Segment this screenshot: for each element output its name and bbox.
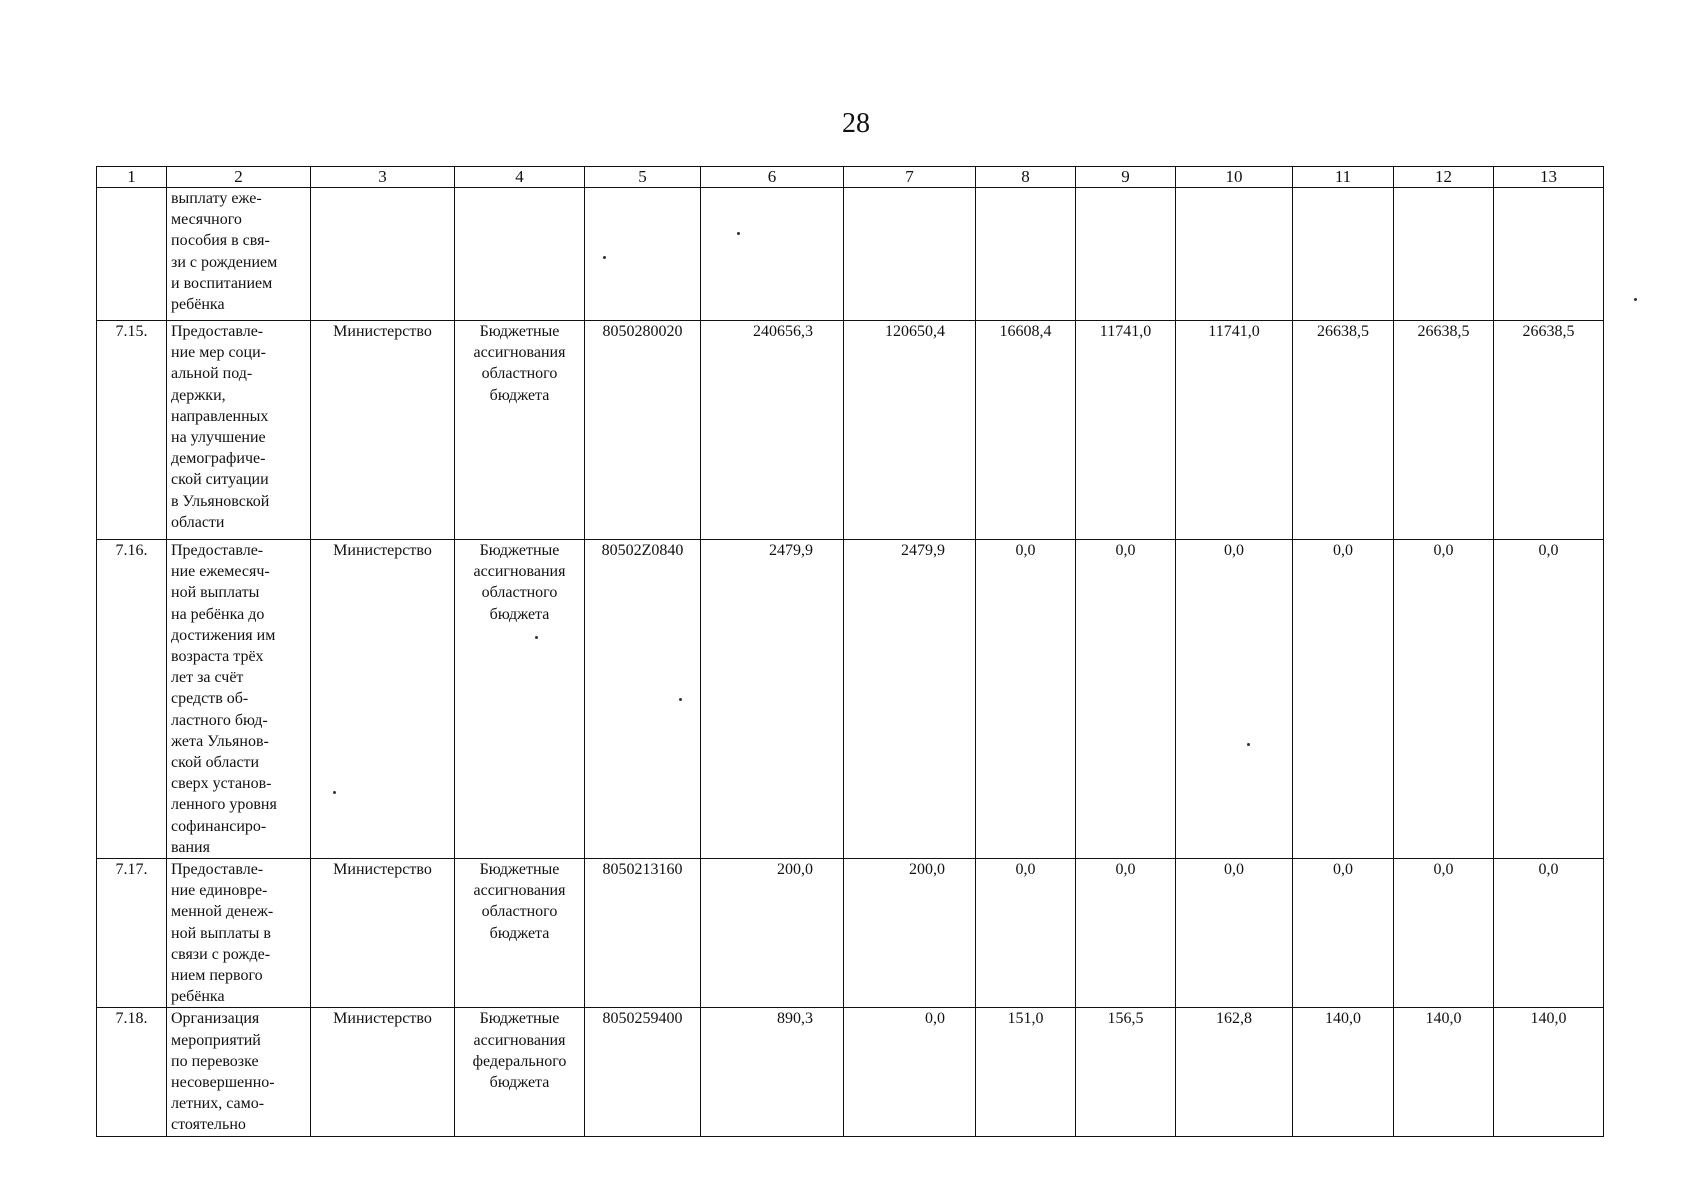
executor: Министерство	[311, 859, 455, 1008]
value-cell: 0,0	[1076, 540, 1176, 859]
row-number: 7.15.	[97, 321, 167, 540]
value-cell	[1176, 188, 1293, 321]
value-cell	[976, 188, 1076, 321]
value-cell: 151,0	[976, 1008, 1076, 1136]
scan-speck	[1634, 298, 1637, 301]
column-header: 2	[167, 167, 311, 188]
column-header: 1	[97, 167, 167, 188]
value-cell	[1494, 188, 1604, 321]
value-cell: 200,0	[701, 859, 844, 1008]
value-cell: 0,0	[1176, 859, 1293, 1008]
activity-name: Предоставле- ние единовре- менной денеж- ной выплаты в связи с рожде- нием первого ребёнка	[167, 859, 311, 1008]
page-number: 28	[842, 108, 870, 139]
value-cell: 140,0	[1394, 1008, 1494, 1136]
table-row	[97, 540, 1604, 859]
scan-speck	[737, 232, 740, 235]
budget-code: 8050213160	[585, 859, 701, 1008]
column-header: 11	[1293, 167, 1394, 188]
value-cell: 0,0	[1494, 540, 1604, 859]
value-cell: 0,0	[976, 859, 1076, 1008]
header-row	[97, 167, 1604, 188]
value-cell: 140,0	[1494, 1008, 1604, 1136]
column-header: 10	[1176, 167, 1293, 188]
value-cell	[844, 188, 976, 321]
column-header: 12	[1394, 167, 1494, 188]
scan-speck	[603, 256, 606, 259]
value-cell: 2479,9	[844, 540, 976, 859]
executor	[311, 188, 455, 321]
value-cell: 26638,5	[1494, 321, 1604, 540]
value-cell: 140,0	[1293, 1008, 1394, 1136]
scan-speck	[535, 636, 538, 639]
executor: Министерство	[311, 540, 455, 859]
table-row	[97, 188, 1604, 321]
value-cell: 120650,4	[844, 321, 976, 540]
budget-code	[585, 188, 701, 321]
executor: Министерство	[311, 321, 455, 540]
column-header: 4	[455, 167, 585, 188]
column-header: 3	[311, 167, 455, 188]
budget-code: 80502Z0840	[585, 540, 701, 859]
value-cell: 16608,4	[976, 321, 1076, 540]
column-header: 9	[1076, 167, 1176, 188]
funding-source: Бюджетные ассигнования областного бюджета	[455, 321, 585, 540]
column-header: 8	[976, 167, 1076, 188]
value-cell: 240656,3	[701, 321, 844, 540]
value-cell	[701, 188, 844, 321]
table-row	[97, 321, 1604, 540]
value-cell: 0,0	[1394, 859, 1494, 1008]
funding-source: Бюджетные ассигнования федерального бюджета	[455, 1008, 585, 1136]
activity-name: Предоставле- ние мер соци- альной под- держки, направленных на улучшение демографиче- ской ситуации в Ульяновской области	[167, 321, 311, 540]
value-cell	[1076, 188, 1176, 321]
value-cell: 890,3	[701, 1008, 844, 1136]
funding-source: Бюджетные ассигнования областного бюджета	[455, 859, 585, 1008]
table-row	[97, 1008, 1604, 1136]
value-cell: 26638,5	[1293, 321, 1394, 540]
value-cell: 200,0	[844, 859, 976, 1008]
value-cell: 26638,5	[1394, 321, 1494, 540]
column-header: 6	[701, 167, 844, 188]
value-cell: 0,0	[1076, 859, 1176, 1008]
value-cell: 11741,0	[1176, 321, 1293, 540]
row-number: 7.16.	[97, 540, 167, 859]
scan-speck	[333, 791, 336, 794]
value-cell: 0,0	[1494, 859, 1604, 1008]
value-cell: 0,0	[1293, 859, 1394, 1008]
column-header: 7	[844, 167, 976, 188]
value-cell: 156,5	[1076, 1008, 1176, 1136]
value-cell	[1293, 188, 1394, 321]
scan-speck	[679, 698, 682, 701]
budget-code: 8050280020	[585, 321, 701, 540]
value-cell: 0,0	[1176, 540, 1293, 859]
column-header: 5	[585, 167, 701, 188]
value-cell: 0,0	[1394, 540, 1494, 859]
value-cell	[1394, 188, 1494, 321]
funding-source	[455, 188, 585, 321]
activity-name: Организация мероприятий по перевозке несовершенно- летних, само- стоятельно	[167, 1008, 311, 1136]
executor: Министерство	[311, 1008, 455, 1136]
program-table	[96, 166, 1604, 1137]
value-cell: 0,0	[844, 1008, 976, 1136]
value-cell: 11741,0	[1076, 321, 1176, 540]
activity-name: Предоставле- ние ежемесяч- ной выплаты на ребёнка до достижения им возраста трёх лет за счёт средств об- ластного бюд- жета Ульянов- ской области сверх установ- ленного уровня софинансиро- вания	[167, 540, 311, 859]
table-row	[97, 859, 1604, 1008]
value-cell: 0,0	[976, 540, 1076, 859]
budget-code: 8050259400	[585, 1008, 701, 1136]
value-cell: 162,8	[1176, 1008, 1293, 1136]
column-header: 13	[1494, 167, 1604, 188]
scan-speck	[1247, 743, 1250, 746]
row-number	[97, 188, 167, 321]
funding-source: Бюджетные ассигнования областного бюджета	[455, 540, 585, 859]
row-number: 7.18.	[97, 1008, 167, 1136]
value-cell: 0,0	[1293, 540, 1394, 859]
value-cell: 2479,9	[701, 540, 844, 859]
row-number: 7.17.	[97, 859, 167, 1008]
activity-name: выплату еже- месячного пособия в свя- зи с рождением и воспитанием ребёнка	[167, 188, 311, 321]
